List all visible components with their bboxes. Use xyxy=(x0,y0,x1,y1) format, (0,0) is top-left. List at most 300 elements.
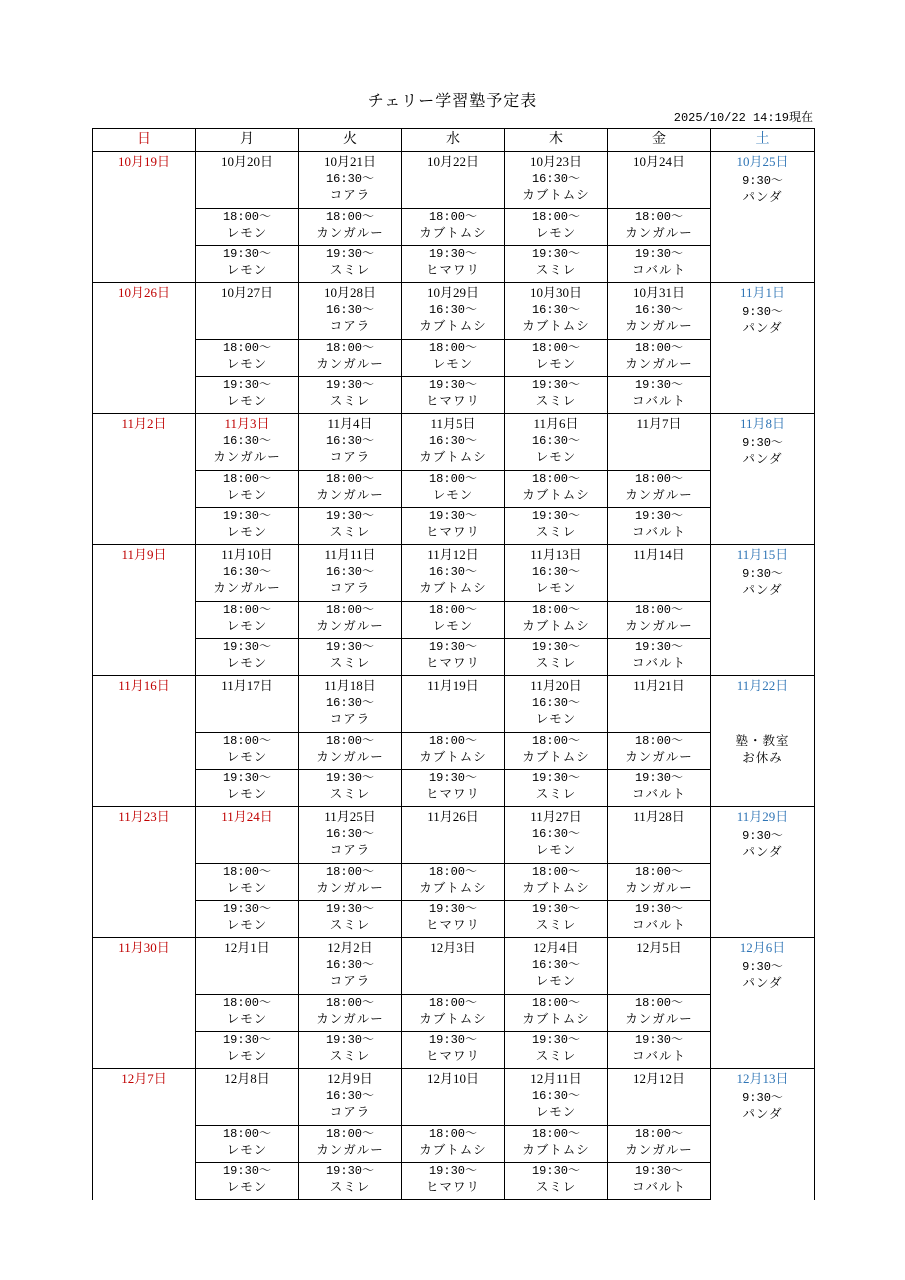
cell-thu-0-slot1[interactable] xyxy=(505,209,608,246)
slot-class-name: パンダ xyxy=(742,1107,783,1122)
cell-wed-6-slot0[interactable] xyxy=(402,938,505,995)
cell-fri-7-slot0[interactable] xyxy=(608,1069,711,1126)
slot-time: 19:30〜 xyxy=(634,1164,683,1178)
cell-fri-0-slot2[interactable] xyxy=(608,246,711,283)
class-slot xyxy=(196,1163,298,1196)
slot-time: 18:00〜 xyxy=(531,472,580,486)
week-7-subrow-1 xyxy=(93,1126,815,1163)
week-4-subrow-0 xyxy=(93,676,815,733)
day-number: 11月8日 xyxy=(739,416,786,431)
class-slot xyxy=(608,995,710,1028)
slot-time: 18:00〜 xyxy=(634,472,683,486)
class-slot xyxy=(402,995,504,1028)
class-slot xyxy=(196,995,298,1028)
slot-class-name: カブトムシ xyxy=(419,881,487,896)
slot-class-name: スミレ xyxy=(329,1049,371,1064)
cell-fri-2-slot1[interactable] xyxy=(608,471,711,508)
week-7-subrow-2 xyxy=(93,1163,815,1200)
slot-time: 18:00〜 xyxy=(531,603,580,617)
cell-wed-2-slot1[interactable] xyxy=(402,471,505,508)
cell-fri-4-slot0[interactable] xyxy=(608,676,711,733)
cell-saturday-6[interactable] xyxy=(711,938,815,1069)
cell-wed-4-slot0[interactable] xyxy=(402,676,505,733)
day-number: 11月6日 xyxy=(533,416,579,431)
day-number: 11月15日 xyxy=(736,547,789,562)
cell-wed-7-slot2[interactable] xyxy=(402,1163,505,1200)
slot-class-name: レモン xyxy=(226,1180,268,1195)
cell-thu-3-slot1[interactable] xyxy=(505,602,608,639)
holiday-note: 塾・教室 お休み xyxy=(735,734,790,765)
cell-tue-4-slot2[interactable] xyxy=(299,770,402,807)
cell-thu-1-slot0[interactable] xyxy=(505,283,608,340)
slot-class-name: カブトムシ xyxy=(522,188,590,203)
class-slot xyxy=(505,209,607,242)
class-slot xyxy=(505,508,607,541)
class-slot xyxy=(299,433,401,466)
slot-class-name: カンガルー xyxy=(625,619,693,634)
cell-thu-3-slot2[interactable] xyxy=(505,639,608,676)
slot-time: 19:30〜 xyxy=(325,1164,374,1178)
cell-mon-3-slot1[interactable] xyxy=(196,602,299,639)
class-slot xyxy=(608,1126,710,1159)
day-number: 10月20日 xyxy=(220,154,273,169)
cell-tue-7-slot0[interactable] xyxy=(299,1069,402,1126)
cell-thu-4-slot1[interactable] xyxy=(505,733,608,770)
slot-class-name: カブトムシ xyxy=(419,1143,487,1158)
day-number: 11月23日 xyxy=(118,809,170,824)
slot-class-name: スミレ xyxy=(535,1180,577,1195)
cell-wed-0-slot0[interactable] xyxy=(402,152,505,209)
slot-time: 18:00〜 xyxy=(325,603,374,617)
cell-tue-5-slot1[interactable] xyxy=(299,864,402,901)
cell-tue-3-slot2[interactable] xyxy=(299,639,402,676)
day-number: 10月21日 xyxy=(323,154,376,169)
cell-thu-6-slot2[interactable] xyxy=(505,1032,608,1069)
class-slot xyxy=(505,826,607,859)
class-slot xyxy=(505,901,607,934)
cell-thu-0-slot2[interactable] xyxy=(505,246,608,283)
cell-wed-7-slot1[interactable] xyxy=(402,1126,505,1163)
cell-thu-2-slot1[interactable] xyxy=(505,471,608,508)
cell-mon-7-slot2[interactable] xyxy=(196,1163,299,1200)
slot-time: 18:00〜 xyxy=(428,341,477,355)
cell-tue-0-slot2[interactable] xyxy=(299,246,402,283)
cell-fri-3-slot2[interactable] xyxy=(608,639,711,676)
slot-time: 18:00〜 xyxy=(222,210,271,224)
cell-wed-4-slot2[interactable] xyxy=(402,770,505,807)
cell-tue-3-slot1[interactable] xyxy=(299,602,402,639)
slot-time: 16:30〜 xyxy=(325,303,374,317)
cell-mon-2-slot1[interactable] xyxy=(196,471,299,508)
cell-thu-5-slot0[interactable] xyxy=(505,807,608,864)
class-slot xyxy=(505,471,607,504)
cell-fri-0-slot1[interactable] xyxy=(608,209,711,246)
slot-class-name: カンガルー xyxy=(316,488,384,503)
cell-mon-2-slot2[interactable] xyxy=(196,508,299,545)
slot-time: 19:30〜 xyxy=(634,771,683,785)
cell-tue-2-slot2[interactable] xyxy=(299,508,402,545)
class-slot xyxy=(299,639,401,672)
cell-tue-0-slot0[interactable] xyxy=(299,152,402,209)
slot-class-name: スミレ xyxy=(535,918,577,933)
class-slot xyxy=(196,209,298,242)
week-1-subrow-1 xyxy=(93,340,815,377)
cell-wed-0-slot2[interactable] xyxy=(402,246,505,283)
slot-time: 16:30〜 xyxy=(325,827,374,841)
cell-fri-6-slot2[interactable] xyxy=(608,1032,711,1069)
cell-fri-1-slot2[interactable] xyxy=(608,377,711,414)
slot-class-name: カブトムシ xyxy=(522,619,590,634)
cell-tue-2-slot0[interactable] xyxy=(299,414,402,471)
slot-time: 16:30〜 xyxy=(531,172,580,186)
cell-mon-5-slot0[interactable] xyxy=(196,807,299,864)
cell-mon-3-slot2[interactable] xyxy=(196,639,299,676)
slot-time: 9:30〜 xyxy=(742,567,783,581)
slot-class-name: カンガルー xyxy=(316,750,384,765)
class-slot xyxy=(196,1126,298,1159)
class-slot xyxy=(299,770,401,803)
cell-thu-0-slot0[interactable] xyxy=(505,152,608,209)
cell-thu-3-slot0[interactable] xyxy=(505,545,608,602)
slot-time: 16:30〜 xyxy=(531,303,580,317)
slot-class-name: ヒマワリ xyxy=(425,394,480,409)
slot-class-name: カブトムシ xyxy=(522,319,590,334)
cell-tue-4-slot0[interactable] xyxy=(299,676,402,733)
slot-class-name: レモン xyxy=(226,881,268,896)
cell-sunday-4[interactable] xyxy=(93,676,196,807)
cell-fri-5-slot1[interactable] xyxy=(608,864,711,901)
slot-time: 16:30〜 xyxy=(325,565,374,579)
cell-sunday-1[interactable] xyxy=(93,283,196,414)
cell-tue-4-slot1[interactable] xyxy=(299,733,402,770)
cell-sunday-0[interactable] xyxy=(93,152,196,283)
week-1-subrow-2 xyxy=(93,377,815,414)
slot-class-name: スミレ xyxy=(329,1180,371,1195)
class-slot xyxy=(402,733,504,766)
cell-wed-7-slot0[interactable] xyxy=(402,1069,505,1126)
cell-tue-5-slot2[interactable] xyxy=(299,901,402,938)
cell-fri-6-slot0[interactable] xyxy=(608,938,711,995)
slot-class-name: パンダ xyxy=(742,190,783,205)
slot-time: 16:30〜 xyxy=(531,696,580,710)
day-number: 12月5日 xyxy=(636,940,682,955)
class-slot xyxy=(711,564,814,599)
slot-time: 19:30〜 xyxy=(531,771,580,785)
cell-fri-2-slot0[interactable] xyxy=(608,414,711,471)
cell-fri-3-slot1[interactable] xyxy=(608,602,711,639)
cell-mon-3-slot0[interactable] xyxy=(196,545,299,602)
cell-tue-1-slot2[interactable] xyxy=(299,377,402,414)
cell-mon-1-slot0[interactable] xyxy=(196,283,299,340)
cell-tue-1-slot0[interactable] xyxy=(299,283,402,340)
slot-time: 18:00〜 xyxy=(531,865,580,879)
class-slot xyxy=(196,602,298,635)
day-number: 11月29日 xyxy=(736,809,789,824)
day-number: 11月7日 xyxy=(636,416,682,431)
cell-mon-0-slot0[interactable] xyxy=(196,152,299,209)
slot-time: 19:30〜 xyxy=(428,1164,477,1178)
slot-class-name: レモン xyxy=(226,226,268,241)
cell-thu-6-slot1[interactable] xyxy=(505,995,608,1032)
class-slot xyxy=(196,770,298,803)
slot-time: 19:30〜 xyxy=(531,509,580,523)
slot-time: 18:00〜 xyxy=(325,472,374,486)
cell-tue-0-slot1[interactable] xyxy=(299,209,402,246)
week-2-subrow-1 xyxy=(93,471,815,508)
cell-mon-7-slot1[interactable] xyxy=(196,1126,299,1163)
cell-wed-1-slot1[interactable] xyxy=(402,340,505,377)
class-slot xyxy=(505,995,607,1028)
cell-mon-0-slot1[interactable] xyxy=(196,209,299,246)
day-number: 10月31日 xyxy=(632,285,685,300)
slot-class-name: カンガルー xyxy=(213,581,281,596)
cell-mon-5-slot2[interactable] xyxy=(196,901,299,938)
cell-thu-5-slot2[interactable] xyxy=(505,901,608,938)
week-0-subrow-2 xyxy=(93,246,815,283)
cell-fri-1-slot0[interactable] xyxy=(608,283,711,340)
class-slot xyxy=(196,471,298,504)
slot-class-name: レモン xyxy=(226,918,268,933)
cell-wed-0-slot1[interactable] xyxy=(402,209,505,246)
cell-tue-1-slot1[interactable] xyxy=(299,340,402,377)
cell-tue-7-slot2[interactable] xyxy=(299,1163,402,1200)
week-3-subrow-1 xyxy=(93,602,815,639)
cell-mon-4-slot1[interactable] xyxy=(196,733,299,770)
day-number: 10月19日 xyxy=(117,154,170,169)
cell-saturday-7[interactable] xyxy=(711,1069,815,1200)
cell-sunday-7[interactable] xyxy=(93,1069,196,1200)
cell-tue-7-slot1[interactable] xyxy=(299,1126,402,1163)
slot-class-name: レモン xyxy=(535,712,577,727)
cell-saturday-0[interactable] xyxy=(711,152,815,283)
cell-fri-3-slot0[interactable] xyxy=(608,545,711,602)
cell-fri-5-slot2[interactable] xyxy=(608,901,711,938)
cell-saturday-1[interactable] xyxy=(711,283,815,414)
slot-class-name: コアラ xyxy=(329,188,371,203)
class-slot xyxy=(299,957,401,990)
class-slot xyxy=(505,377,607,410)
class-slot xyxy=(505,639,607,672)
class-slot xyxy=(402,1163,504,1196)
cell-mon-5-slot1[interactable] xyxy=(196,864,299,901)
class-slot xyxy=(299,564,401,597)
class-slot xyxy=(299,901,401,934)
slot-class-name: カンガルー xyxy=(316,1012,384,1027)
page-title: チェリー学習塾予定表 xyxy=(367,93,538,110)
cell-fri-0-slot0[interactable] xyxy=(608,152,711,209)
cell-wed-3-slot2[interactable] xyxy=(402,639,505,676)
cell-thu-7-slot1[interactable] xyxy=(505,1126,608,1163)
day-number: 10月24日 xyxy=(632,154,685,169)
cell-fri-7-slot1[interactable] xyxy=(608,1126,711,1163)
class-slot xyxy=(608,340,710,373)
weekday-header-4: 木 xyxy=(505,129,608,152)
cell-wed-2-slot0[interactable] xyxy=(402,414,505,471)
slot-time: 16:30〜 xyxy=(428,565,477,579)
weekday-header-5: 金 xyxy=(608,129,711,152)
cell-wed-4-slot1[interactable] xyxy=(402,733,505,770)
cell-thu-6-slot0[interactable] xyxy=(505,938,608,995)
cell-sunday-3[interactable] xyxy=(93,545,196,676)
cell-fri-4-slot2[interactable] xyxy=(608,770,711,807)
class-slot xyxy=(402,246,504,279)
slot-class-name: レモン xyxy=(432,619,474,634)
slot-time: 16:30〜 xyxy=(428,303,477,317)
cell-wed-6-slot1[interactable] xyxy=(402,995,505,1032)
slot-class-name: パンダ xyxy=(742,845,783,860)
day-number: 12月2日 xyxy=(327,940,373,955)
cell-tue-5-slot0[interactable] xyxy=(299,807,402,864)
slot-class-name: レモン xyxy=(226,619,268,634)
cell-wed-2-slot2[interactable] xyxy=(402,508,505,545)
slot-time: 18:00〜 xyxy=(222,603,271,617)
cell-thu-4-slot0[interactable] xyxy=(505,676,608,733)
cell-fri-4-slot1[interactable] xyxy=(608,733,711,770)
cell-saturday-2[interactable] xyxy=(711,414,815,545)
slot-class-name: レモン xyxy=(432,357,474,372)
slot-class-name: カブトムシ xyxy=(419,581,487,596)
slot-class-name: スミレ xyxy=(329,787,371,802)
cell-fri-5-slot0[interactable] xyxy=(608,807,711,864)
day-number: 12月7日 xyxy=(121,1071,167,1086)
day-number: 11月30日 xyxy=(118,940,170,955)
class-slot xyxy=(299,602,401,635)
cell-wed-5-slot0[interactable] xyxy=(402,807,505,864)
slot-time: 19:30〜 xyxy=(531,902,580,916)
slot-class-name: ヒマワリ xyxy=(425,1049,480,1064)
slot-time: 18:00〜 xyxy=(325,996,374,1010)
class-slot xyxy=(505,246,607,279)
cell-tue-2-slot1[interactable] xyxy=(299,471,402,508)
cell-mon-2-slot0[interactable] xyxy=(196,414,299,471)
slot-time: 19:30〜 xyxy=(634,378,683,392)
slot-class-name: カンガルー xyxy=(316,357,384,372)
class-slot xyxy=(505,1126,607,1159)
slot-class-name: カンガルー xyxy=(625,319,693,334)
slot-time: 19:30〜 xyxy=(222,509,271,523)
slot-class-name: コバルト xyxy=(631,918,686,933)
day-number: 12月9日 xyxy=(327,1071,373,1086)
cell-sunday-2[interactable] xyxy=(93,414,196,545)
slot-time: 9:30〜 xyxy=(742,1091,783,1105)
slot-class-name: レモン xyxy=(226,750,268,765)
cell-wed-6-slot2[interactable] xyxy=(402,1032,505,1069)
class-slot xyxy=(505,602,607,635)
day-number: 11月28日 xyxy=(633,809,685,824)
slot-class-name: スミレ xyxy=(329,918,371,933)
slot-time: 18:00〜 xyxy=(634,865,683,879)
cell-tue-6-slot1[interactable] xyxy=(299,995,402,1032)
class-slot xyxy=(505,1163,607,1196)
cell-fri-6-slot1[interactable] xyxy=(608,995,711,1032)
cell-mon-4-slot0[interactable] xyxy=(196,676,299,733)
cell-wed-1-slot0[interactable] xyxy=(402,283,505,340)
cell-mon-4-slot2[interactable] xyxy=(196,770,299,807)
slot-time: 16:30〜 xyxy=(531,1089,580,1103)
day-number: 12月12日 xyxy=(632,1071,685,1086)
cell-thu-7-slot2[interactable] xyxy=(505,1163,608,1200)
slot-class-name: ヒマワリ xyxy=(425,263,480,278)
slot-time: 16:30〜 xyxy=(325,958,374,972)
slot-class-name: コバルト xyxy=(631,263,686,278)
cell-saturday-3[interactable] xyxy=(711,545,815,676)
cell-thu-5-slot1[interactable] xyxy=(505,864,608,901)
slot-time: 9:30〜 xyxy=(742,174,783,188)
slot-class-name: カンガルー xyxy=(625,357,693,372)
slot-class-name: コバルト xyxy=(631,525,686,540)
slot-time: 18:00〜 xyxy=(428,734,477,748)
cell-mon-6-slot0[interactable] xyxy=(196,938,299,995)
slot-time: 18:00〜 xyxy=(428,1127,477,1141)
cell-wed-3-slot1[interactable] xyxy=(402,602,505,639)
class-slot xyxy=(402,770,504,803)
cell-wed-1-slot2[interactable] xyxy=(402,377,505,414)
cell-thu-4-slot2[interactable] xyxy=(505,770,608,807)
slot-class-name: レモン xyxy=(226,488,268,503)
cell-mon-7-slot0[interactable] xyxy=(196,1069,299,1126)
cell-mon-6-slot1[interactable] xyxy=(196,995,299,1032)
cell-fri-2-slot2[interactable] xyxy=(608,508,711,545)
slot-class-name: カブトムシ xyxy=(522,1012,590,1027)
slot-time: 19:30〜 xyxy=(428,378,477,392)
slot-time: 9:30〜 xyxy=(742,829,783,843)
cell-mon-1-slot2[interactable] xyxy=(196,377,299,414)
weekday-header-0: 日 xyxy=(93,129,196,152)
week-5-subrow-1 xyxy=(93,864,815,901)
slot-class-name: レモン xyxy=(226,1049,268,1064)
cell-sunday-5[interactable] xyxy=(93,807,196,938)
week-4-subrow-2 xyxy=(93,770,815,807)
slot-time: 16:30〜 xyxy=(325,172,374,186)
slot-time: 16:30〜 xyxy=(222,434,271,448)
day-number: 10月25日 xyxy=(736,154,789,169)
cell-thu-2-slot0[interactable] xyxy=(505,414,608,471)
slot-class-name: カンガルー xyxy=(316,881,384,896)
slot-class-name: スミレ xyxy=(535,525,577,540)
day-number: 11月1日 xyxy=(739,285,786,300)
slot-class-name: レモン xyxy=(226,525,268,540)
slot-time: 19:30〜 xyxy=(222,640,271,654)
cell-mon-6-slot2[interactable] xyxy=(196,1032,299,1069)
cell-mon-1-slot1[interactable] xyxy=(196,340,299,377)
cell-sunday-6[interactable] xyxy=(93,938,196,1069)
cell-fri-7-slot2[interactable] xyxy=(608,1163,711,1200)
cell-wed-5-slot1[interactable] xyxy=(402,864,505,901)
cell-tue-6-slot2[interactable] xyxy=(299,1032,402,1069)
cell-saturday-4[interactable] xyxy=(711,676,815,807)
cell-wed-3-slot0[interactable] xyxy=(402,545,505,602)
week-2-subrow-0 xyxy=(93,414,815,471)
cell-thu-2-slot2[interactable] xyxy=(505,508,608,545)
slot-time: 18:00〜 xyxy=(634,603,683,617)
cell-thu-1-slot1[interactable] xyxy=(505,340,608,377)
cell-tue-6-slot0[interactable] xyxy=(299,938,402,995)
table-header xyxy=(93,129,815,152)
cell-wed-5-slot2[interactable] xyxy=(402,901,505,938)
cell-saturday-5[interactable] xyxy=(711,807,815,938)
cell-mon-0-slot2[interactable] xyxy=(196,246,299,283)
class-slot xyxy=(608,770,710,803)
cell-fri-1-slot1[interactable] xyxy=(608,340,711,377)
class-slot xyxy=(402,433,504,466)
cell-tue-3-slot0[interactable] xyxy=(299,545,402,602)
slot-time: 19:30〜 xyxy=(634,247,683,261)
slot-time: 16:30〜 xyxy=(428,434,477,448)
slot-class-name: コアラ xyxy=(329,581,371,596)
cell-thu-7-slot0[interactable] xyxy=(505,1069,608,1126)
cell-thu-1-slot2[interactable] xyxy=(505,377,608,414)
slot-class-name: レモン xyxy=(535,450,577,465)
